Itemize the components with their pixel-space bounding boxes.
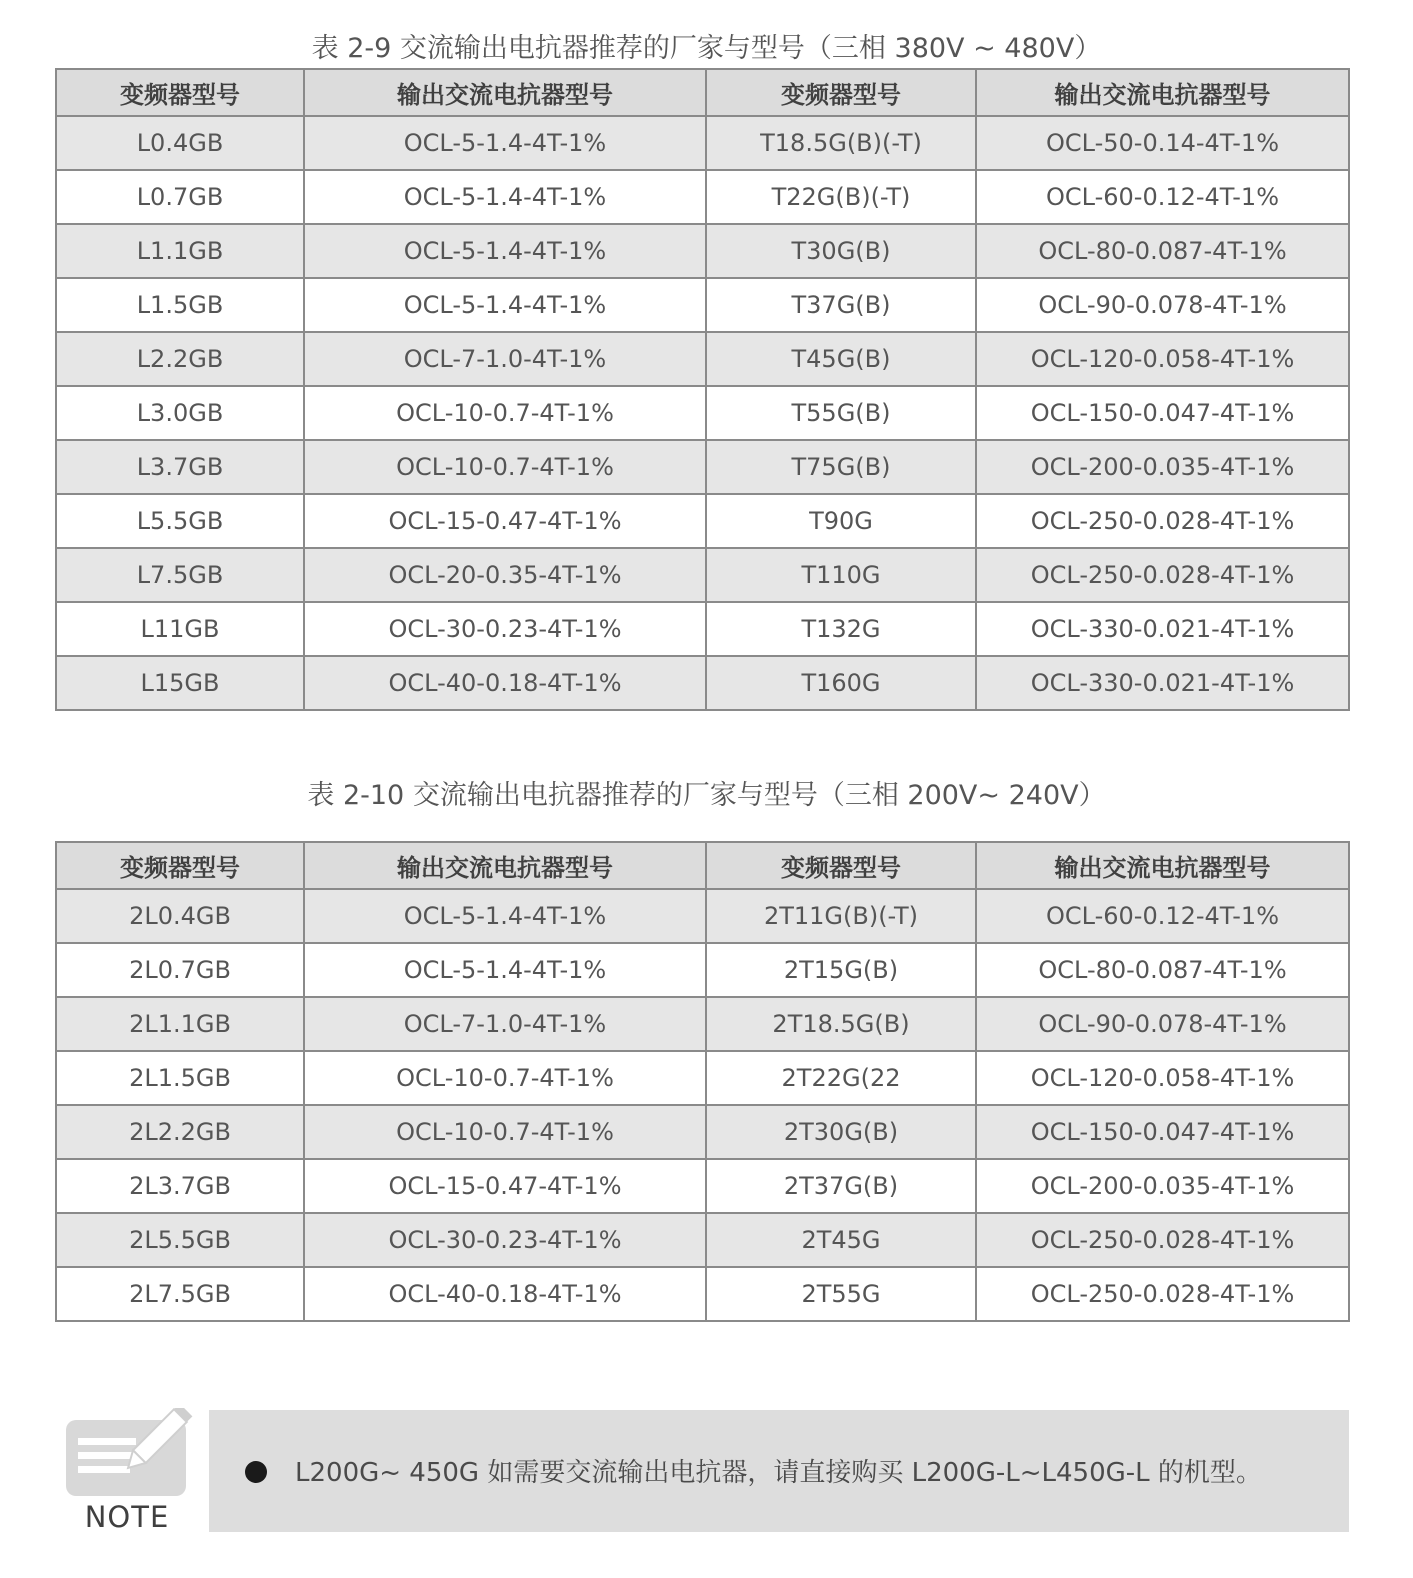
table-cell: OCL-50-0.14-4T-1% — [976, 116, 1349, 170]
table-cell: OCL-200-0.035-4T-1% — [976, 440, 1349, 494]
table-cell: 2L1.1GB — [56, 997, 304, 1051]
table-cell: OCL-5-1.4-4T-1% — [304, 278, 706, 332]
table-cell: T37G(B) — [706, 278, 976, 332]
table-cell: T132G — [706, 602, 976, 656]
table-cell: 2T45G — [706, 1213, 976, 1267]
table-cell: OCL-250-0.028-4T-1% — [976, 494, 1349, 548]
table-cell: 2L1.5GB — [56, 1051, 304, 1105]
table-cell: L11GB — [56, 602, 304, 656]
table-cell: T90G — [706, 494, 976, 548]
table-cell: 2T18.5G(B) — [706, 997, 976, 1051]
table1-header-cell: 输出交流电抗器型号 — [976, 69, 1349, 116]
table-cell: L2.2GB — [56, 332, 304, 386]
table-cell: OCL-90-0.078-4T-1% — [976, 278, 1349, 332]
table1-header-row — [56, 69, 1349, 116]
table-cell: OCL-40-0.18-4T-1% — [304, 1267, 706, 1321]
table-cell: OCL-80-0.087-4T-1% — [976, 943, 1349, 997]
table-cell: OCL-10-0.7-4T-1% — [304, 440, 706, 494]
table-row — [56, 1267, 1349, 1321]
table-row — [56, 116, 1349, 170]
table-cell: OCL-330-0.021-4T-1% — [976, 602, 1349, 656]
table2-body — [56, 889, 1349, 1321]
table-row — [56, 889, 1349, 943]
table2-header-cell: 输出交流电抗器型号 — [976, 842, 1349, 889]
table-cell: 2L0.7GB — [56, 943, 304, 997]
table-cell: OCL-40-0.18-4T-1% — [304, 656, 706, 710]
table-cell: OCL-200-0.035-4T-1% — [976, 1159, 1349, 1213]
table2 — [55, 841, 1350, 1322]
table-cell: 2L3.7GB — [56, 1159, 304, 1213]
table-cell: OCL-7-1.0-4T-1% — [304, 332, 706, 386]
table-row — [56, 494, 1349, 548]
table-cell: 2L2.2GB — [56, 1105, 304, 1159]
table-cell: OCL-30-0.23-4T-1% — [304, 1213, 706, 1267]
table-cell: T110G — [706, 548, 976, 602]
table-cell: T22G(B)(-T) — [706, 170, 976, 224]
table-row — [56, 440, 1349, 494]
table-cell: L1.5GB — [56, 278, 304, 332]
table-row — [56, 1105, 1349, 1159]
table1-header-cell: 变频器型号 — [706, 69, 976, 116]
table-cell: T160G — [706, 656, 976, 710]
table-cell: OCL-5-1.4-4T-1% — [304, 116, 706, 170]
table-cell: OCL-250-0.028-4T-1% — [976, 548, 1349, 602]
table-cell: OCL-150-0.047-4T-1% — [976, 1105, 1349, 1159]
table-cell: T75G(B) — [706, 440, 976, 494]
table-row — [56, 1051, 1349, 1105]
table-cell: OCL-10-0.7-4T-1% — [304, 386, 706, 440]
table2-header-cell: 输出交流电抗器型号 — [304, 842, 706, 889]
table-cell: L0.7GB — [56, 170, 304, 224]
table-cell: L1.1GB — [56, 224, 304, 278]
table-cell: 2T55G — [706, 1267, 976, 1321]
table1 — [55, 68, 1350, 711]
table-cell: L15GB — [56, 656, 304, 710]
table-cell: L0.4GB — [56, 116, 304, 170]
table-cell: OCL-120-0.058-4T-1% — [976, 332, 1349, 386]
table-cell: OCL-10-0.7-4T-1% — [304, 1051, 706, 1105]
table-cell: 2T11G(B)(-T) — [706, 889, 976, 943]
table-row — [56, 997, 1349, 1051]
table-cell: OCL-5-1.4-4T-1% — [304, 170, 706, 224]
table-cell: OCL-60-0.12-4T-1% — [976, 889, 1349, 943]
table-cell: OCL-250-0.028-4T-1% — [976, 1213, 1349, 1267]
table-cell: OCL-250-0.028-4T-1% — [976, 1267, 1349, 1321]
table-cell: OCL-7-1.0-4T-1% — [304, 997, 706, 1051]
table-cell: 2T37G(B) — [706, 1159, 976, 1213]
table-cell: OCL-330-0.021-4T-1% — [976, 656, 1349, 710]
table2-caption: 表 2-10 交流输出电抗器推荐的厂家与型号（三相 200V~ 240V） — [307, 780, 1106, 811]
table1-body — [56, 116, 1349, 710]
table-cell: L7.5GB — [56, 548, 304, 602]
table-row — [56, 386, 1349, 440]
table-cell: OCL-15-0.47-4T-1% — [304, 494, 706, 548]
table-cell: 2L7.5GB — [56, 1267, 304, 1321]
table-row — [56, 278, 1349, 332]
table-cell: OCL-15-0.47-4T-1% — [304, 1159, 706, 1213]
table-cell: 2L5.5GB — [56, 1213, 304, 1267]
table-cell: OCL-10-0.7-4T-1% — [304, 1105, 706, 1159]
table-cell: L5.5GB — [56, 494, 304, 548]
table-cell: T18.5G(B)(-T) — [706, 116, 976, 170]
table1-header-cell: 变频器型号 — [56, 69, 304, 116]
table-cell: L3.7GB — [56, 440, 304, 494]
table1-caption: 表 2-9 交流输出电抗器推荐的厂家与型号（三相 380V ~ 480V） — [311, 33, 1102, 64]
table-cell: OCL-20-0.35-4T-1% — [304, 548, 706, 602]
table-row — [56, 943, 1349, 997]
table-row — [56, 170, 1349, 224]
table-row — [56, 1213, 1349, 1267]
table-cell: T45G(B) — [706, 332, 976, 386]
table-row — [56, 224, 1349, 278]
bullet-icon — [245, 1461, 267, 1483]
table-cell: L3.0GB — [56, 386, 304, 440]
table-cell: 2T22G(22 — [706, 1051, 976, 1105]
table1-header-cell: 输出交流电抗器型号 — [304, 69, 706, 116]
table-cell: OCL-150-0.047-4T-1% — [976, 386, 1349, 440]
table-row — [56, 332, 1349, 386]
table-cell: OCL-80-0.087-4T-1% — [976, 224, 1349, 278]
table-cell: OCL-60-0.12-4T-1% — [976, 170, 1349, 224]
table2-header-cell: 变频器型号 — [56, 842, 304, 889]
table-cell: 2T15G(B) — [706, 943, 976, 997]
table-cell: 2L0.4GB — [56, 889, 304, 943]
table-cell: OCL-90-0.078-4T-1% — [976, 997, 1349, 1051]
note-label: NOTE — [84, 1500, 170, 1534]
table-cell: OCL-5-1.4-4T-1% — [304, 889, 706, 943]
note-pencil-icon — [64, 1408, 202, 1498]
table-row — [56, 602, 1349, 656]
note-text: L200G~ 450G 如需要交流输出电抗器，请直接购买 L200G-L~L450G-L 的机型。 — [295, 1458, 1262, 1488]
table-row — [56, 548, 1349, 602]
table2-header-row — [56, 842, 1349, 889]
table-cell: T30G(B) — [706, 224, 976, 278]
table-row — [56, 656, 1349, 710]
table2-header-cell: 变频器型号 — [706, 842, 976, 889]
table-cell: OCL-30-0.23-4T-1% — [304, 602, 706, 656]
table-row — [56, 1159, 1349, 1213]
table-cell: 2T30G(B) — [706, 1105, 976, 1159]
table-cell: OCL-120-0.058-4T-1% — [976, 1051, 1349, 1105]
table-cell: T55G(B) — [706, 386, 976, 440]
table-cell: OCL-5-1.4-4T-1% — [304, 224, 706, 278]
table-cell: OCL-5-1.4-4T-1% — [304, 943, 706, 997]
